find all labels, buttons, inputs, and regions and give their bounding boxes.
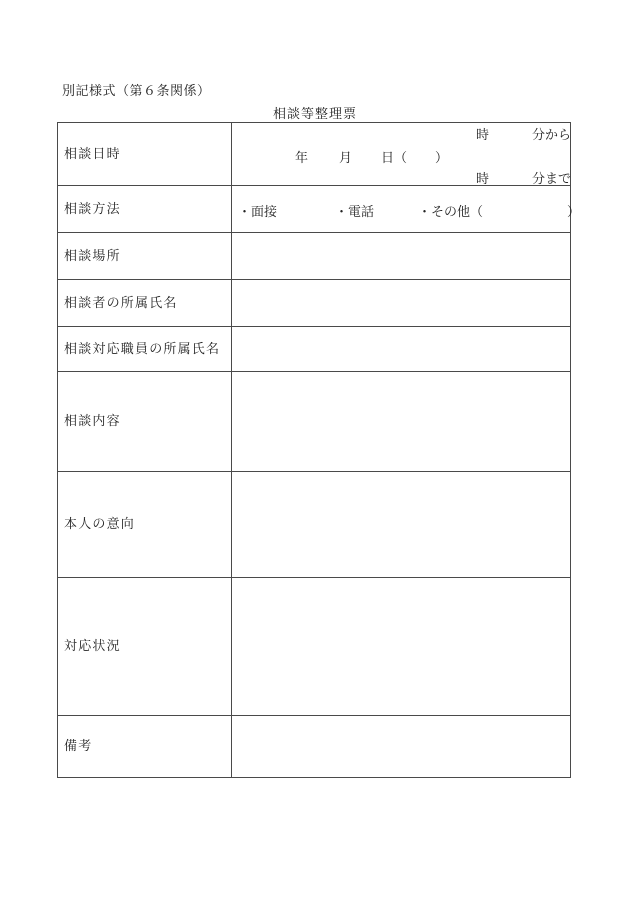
value-staff[interactable] xyxy=(232,327,571,372)
method-option-other[interactable]: ・その他（ xyxy=(418,205,484,220)
consultation-record-table xyxy=(57,122,581,778)
row-datetime xyxy=(58,123,571,186)
end-hour-label: 時 xyxy=(476,172,490,187)
form-title: 相談等整理票 xyxy=(272,107,357,122)
form-label: 別記様式（第６条関係） xyxy=(62,84,211,99)
row-place xyxy=(58,233,571,280)
row-staff xyxy=(58,327,571,372)
label-remarks: 備考 xyxy=(58,716,232,778)
end-minute-label: 分まで xyxy=(532,172,572,187)
value-place[interactable] xyxy=(232,233,571,280)
row-method xyxy=(58,186,571,233)
label-content: 相談内容 xyxy=(58,372,232,472)
start-minute-label: 分から xyxy=(532,128,572,143)
value-method[interactable] xyxy=(232,186,581,233)
label-intent: 本人の意向 xyxy=(58,472,232,578)
date-day-label: 日（ xyxy=(381,151,408,166)
value-status[interactable] xyxy=(232,578,571,716)
value-datetime[interactable] xyxy=(232,123,571,186)
date-year-label: 年 xyxy=(295,151,309,166)
row-remarks xyxy=(58,716,571,778)
label-datetime: 相談日時 xyxy=(58,123,232,186)
label-place: 相談場所 xyxy=(58,233,232,280)
label-status: 対応状況 xyxy=(58,578,232,716)
label-consultant: 相談者の所属氏名 xyxy=(58,280,232,327)
label-staff: 相談対応職員の所属氏名 xyxy=(58,327,232,372)
date-month-label: 月 xyxy=(339,151,353,166)
method-option-other-close: ） xyxy=(567,205,581,220)
value-content[interactable] xyxy=(232,372,571,472)
row-content xyxy=(58,372,571,472)
row-consultant xyxy=(58,280,571,327)
row-status xyxy=(58,578,571,716)
method-option-phone[interactable]: ・電話 xyxy=(335,205,375,220)
value-consultant[interactable] xyxy=(232,280,571,327)
value-intent[interactable] xyxy=(232,472,571,578)
method-option-interview[interactable]: ・面接 xyxy=(238,205,278,220)
date-weekday-close: ） xyxy=(435,151,449,166)
value-remarks[interactable] xyxy=(232,716,571,778)
row-intent xyxy=(58,472,571,578)
label-method: 相談方法 xyxy=(58,186,232,233)
start-hour-label: 時 xyxy=(476,128,490,143)
